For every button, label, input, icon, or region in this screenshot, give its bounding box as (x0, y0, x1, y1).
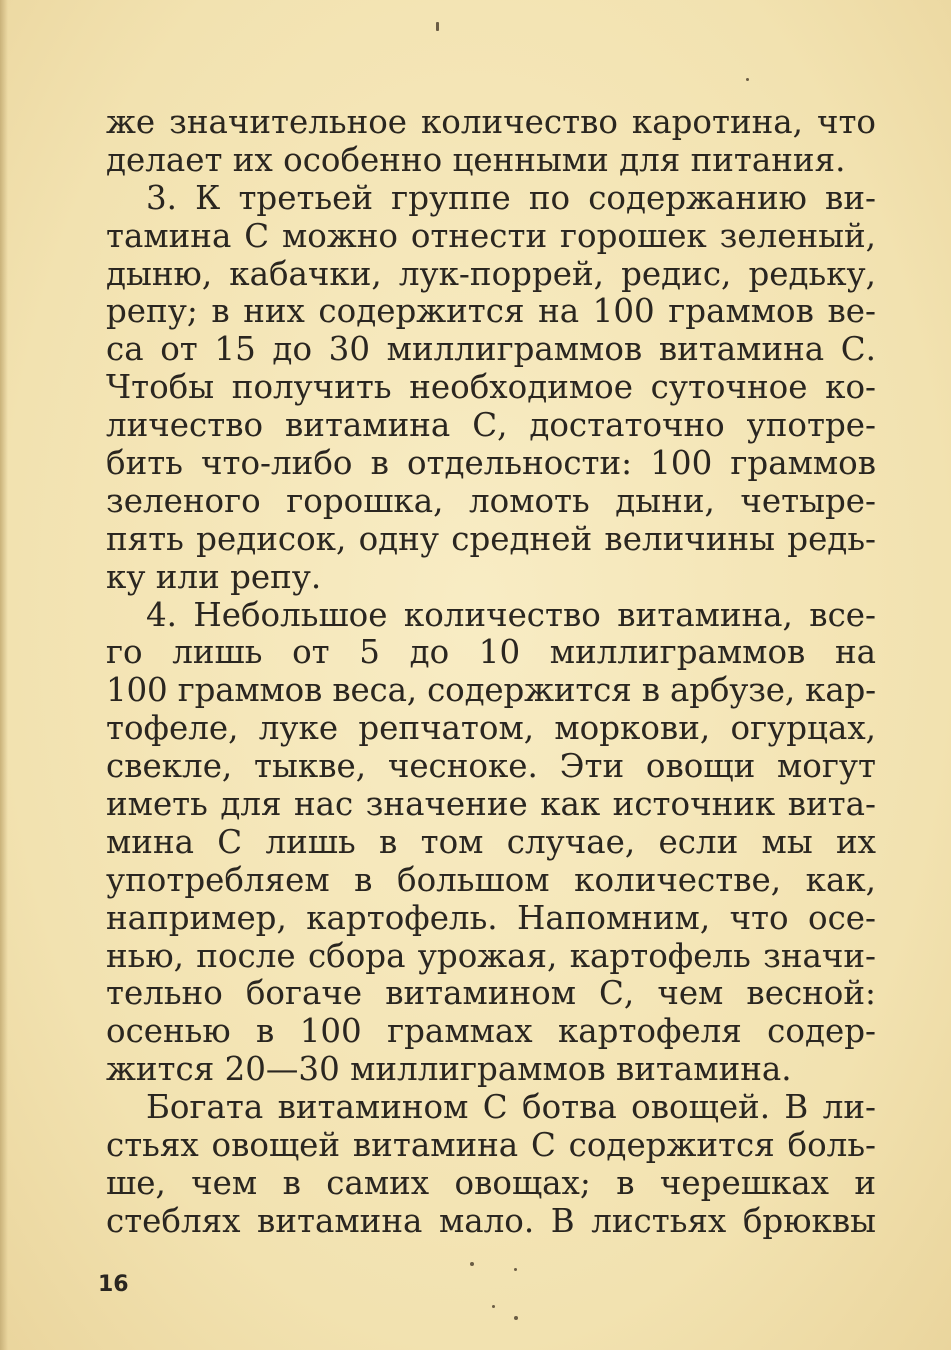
ink-speck (746, 78, 749, 81)
text-line: ку или репу. (106, 557, 322, 596)
text-line: 100 граммов веса, содержится в арбузе, кар- (106, 671, 876, 710)
page-number: 16 (98, 1272, 129, 1297)
text-line: дыню, кабачки, лук-поррей, редис, редьку, (106, 254, 876, 293)
text-line: репу; в них содержится на 100 граммов ве- (106, 292, 876, 331)
text-line: делает их особенно ценными для питания. (106, 140, 846, 179)
body-text (106, 104, 876, 1241)
text-line: мина С лишь в том случае, если мы их (106, 822, 876, 861)
text-line: ше, чем в самих овощах; в черешках и (106, 1163, 876, 1202)
page-edge-shadow (0, 0, 8, 1350)
text-line: например, картофель. Напомним, что осе- (106, 898, 876, 937)
text-line: же значительное количество каротина, что (106, 103, 876, 141)
text-line: тельно богаче витамином С, чем весной: (106, 974, 876, 1013)
text-line: зеленого горошка, ломоть дыни, четыре- (106, 481, 876, 520)
text-line: са от 15 до 30 миллиграммов витамина С. (106, 330, 876, 369)
text-line: употребляем в большом количестве, как, (106, 860, 876, 899)
text-line: пять редисок, одну средней величины редь- (106, 519, 876, 558)
ink-speck (492, 1305, 495, 1308)
text-line: личество витамина С, достаточно употре- (106, 406, 876, 445)
text-line: осенью в 100 граммах картофеля содер- (106, 1012, 876, 1051)
ink-speck (436, 22, 439, 31)
text-line: тофеле, луке репчатом, моркови, огурцах, (106, 709, 876, 748)
text-line: Чтобы получить необходимое суточное ко- (106, 368, 876, 407)
text-line: 4. Небольшое количество витамина, все- (146, 595, 876, 634)
text-line: стьях овощей витамина С содержится боль- (106, 1126, 876, 1165)
ink-speck (514, 1268, 517, 1271)
text-line: иметь для нас значение как источник вита- (106, 785, 876, 824)
text-line: стеблях витамина мало. В листьях брюквы (106, 1201, 876, 1240)
text-line: 3. К третьей группе по содержанию ви- (146, 178, 876, 217)
ink-speck (470, 1262, 474, 1266)
ink-speck (514, 1316, 518, 1320)
text-line: бить что-либо в отдельности: 100 граммов (106, 444, 876, 483)
text-line: го лишь от 5 до 10 миллиграммов на (106, 633, 876, 672)
text-line: свекле, тыкве, чесноке. Эти овощи могут (106, 747, 876, 786)
text-line: жится 20—30 миллиграммов витамина. (106, 1050, 792, 1089)
text-line: Богата витамином С ботва овощей. В ли- (146, 1088, 876, 1127)
text-line: тамина С можно отнести горошек зеленый, (106, 216, 876, 255)
text-line: нью, после сбора урожая, картофель значи- (106, 936, 876, 975)
